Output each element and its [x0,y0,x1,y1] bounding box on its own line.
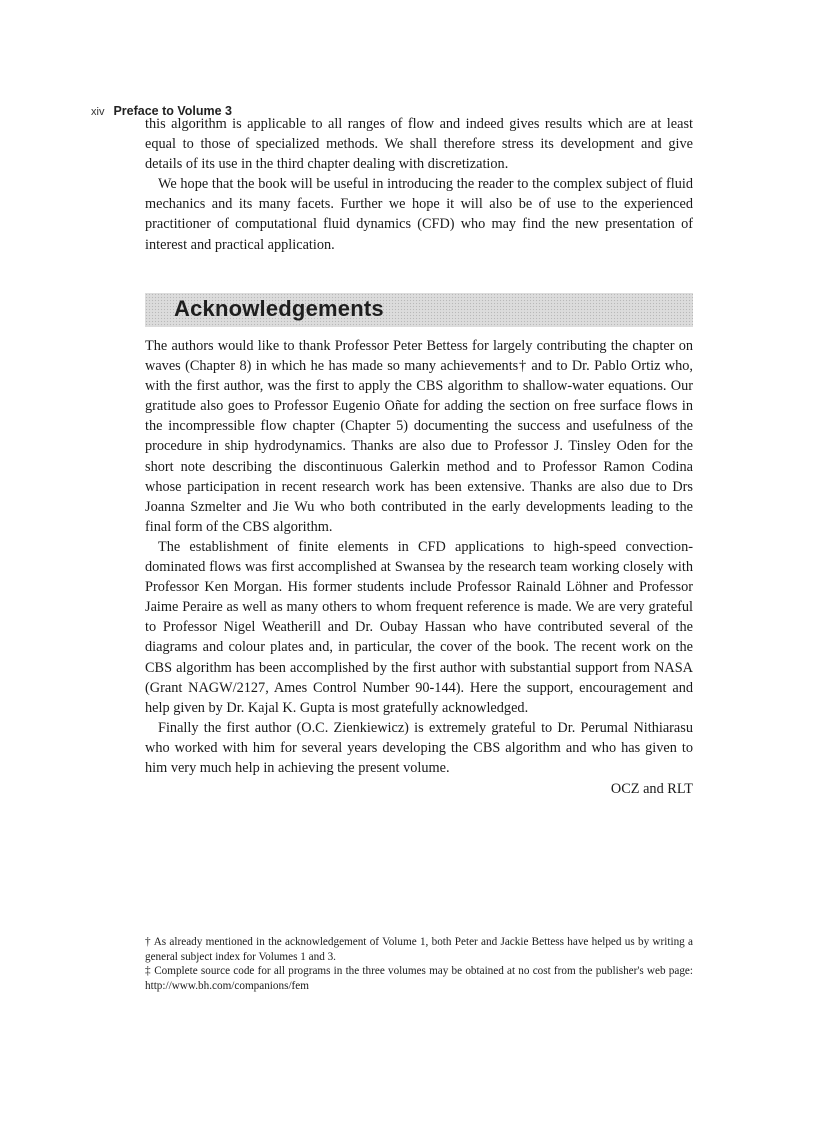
acknowledgements-paragraph: The authors would like to thank Professor Peter Bettess for largely contributing the chapter on waves (Chapter 8) in which he has made so many achievements† and to Dr. Pablo Ortiz who, with the first author, was the first to apply the CBS algorithm to shallow-water equations. Our gratitude also goes to Professor Eugenio Oñate for adding the section on free surface flows in the incompressible flow chapter (Chapter 5) documenting the success and usefulness of the procedure in ship hydrodynamics. Thanks are also due to Professor J. Tinsley Oden for the short note describing the discontinuous Galerkin method and to Professor Ramon Codina whose participation in recent research work has been extensive. Thanks are also due to Drs Joanna Szmelter and Jie Wu who both contributed in the early developments leading to the final form of the CBS algorithm. [145,338,693,535]
intro-paragraph: this algorithm is applicable to all ranges of flow and indeed gives results which are at least equal to those of specialized methods. We shall therefore stress its development and give details of its use in the third chapter dealing with discretization. [145,116,693,173]
running-head-title: Preface to Volume 3 [113,104,233,118]
section-heading: Acknowledgements [174,296,384,321]
acknowledgements-paragraph: Finally the first author (O.C. Zienkiewicz) is extremely grateful to Dr. Perumal Nithiarasu who worked with him for several years developing the CBS algorithm and who has given to him very much help in achieving the present volume. [145,719,693,776]
acknowledgements-paragraph: The establishment of finite elements in CFD applications to high-speed convection-dominated flows was first accomplished at Swansea by the research team working closely with Professor Ken Morgan. His former students include Professor Rainald Löhner and Professor Jaime Peraire as well as many others to whom frequent reference is made. We are very grateful to Professor Nigel Weatherill and Dr. Oubay Hassan who have contributed several of the diagrams and colour plates and, in particular, the cover of the book. The recent work on the CBS algorithm has been accomplished by the first author with substantial support from NASA (Grant NAGW/2127, Ames Control Number 90-144). Here the support, encouragement and help given by Dr. Kajal K. Gupta is most gratefully acknowledged. [145,538,693,716]
acknowledgements-text [145,336,693,778]
section-heading-band [145,293,693,327]
author-signature: OCZ and RLT [610,781,693,797]
footnotes [145,935,693,993]
intro-text [145,114,693,255]
page-number: xiv [91,106,105,118]
footnote: ‡ Complete source code for all programs in the three volumes may be obtained at no cost from the publisher's web page: http://www.bh.com/companions/fem [145,965,693,992]
intro-paragraph: We hope that the book will be useful in introducing the reader to the complex subject of fluid mechanics and its many facets. Further we hope it will also be of use to the experienced practitioner of computational fluid dynamics (CFD) who may find the new presentation of interest and practical application. [145,176,693,253]
footnote: † As already mentioned in the acknowledgement of Volume 1, both Peter and Jackie Bettess have helped us by writing a general subject index for Volumes 1 and 3. [145,936,693,963]
